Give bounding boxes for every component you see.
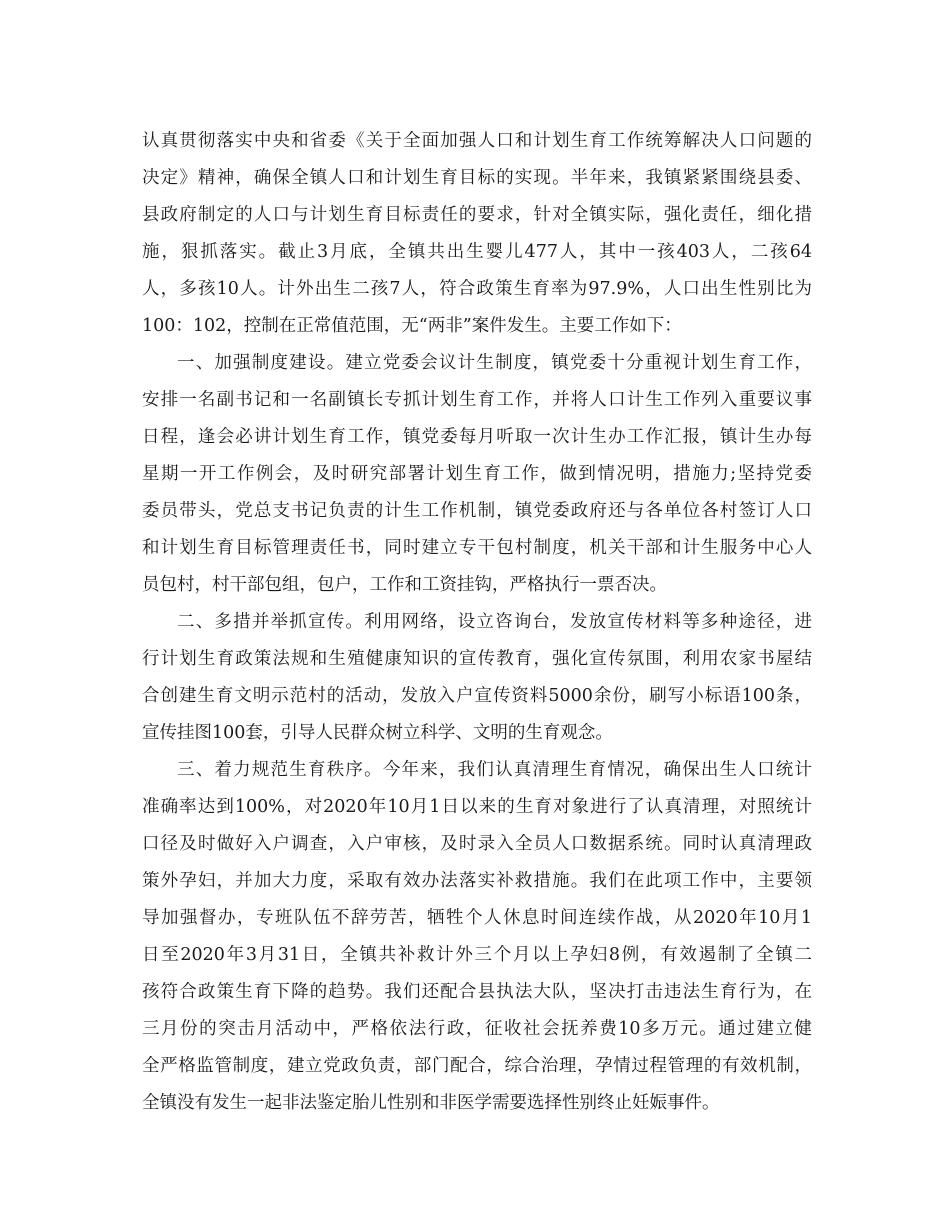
text-line: 全镇没有发生一起非法鉴定胎儿性别和非医学需要选择性别终止妊娠事件。: [142, 1093, 720, 1113]
text-line: 日程，逢会必讲计划生育工作，镇党委每月听取一次计生办工作汇报，镇计生办每: [142, 427, 812, 447]
text-line: 安排一名副书记和一名副镇长专抓计划生育工作，并将人口计生工作列入重要议事: [142, 390, 812, 410]
text-line: 决定》精神，确保全镇人口和计划生育目标的实现。半年来，我镇紧紧围绕县委、: [142, 168, 812, 188]
text-line: 合创建生育文明示范村的活动，发放入户宣传资料5000余份，刷写小标语100条，: [142, 686, 812, 706]
document-page: [142, 0, 812, 1230]
text-line: 孩符合政策生育下降的趋势。我们还配合县执法大队，坚决打击违法生育行为，在: [142, 982, 812, 1002]
text-line: 日至2020年3月31日，全镇共补救计外三个月以上孕妇8例，有效遏制了全镇二: [142, 945, 812, 965]
text-line: 口径及时做好入户调查，入户审核，及时录入全员人口数据系统。同时认真清理政: [142, 834, 812, 854]
text-line: 三月份的突击月活动中，严格依法行政，征收社会抚养费10多万元。通过建立健: [142, 1019, 812, 1039]
text-line: 和计划生育目标管理责任书，同时建立专干包村制度，机关干部和计生服务中心人: [142, 538, 812, 558]
text-line: 100：102，控制在正常值范围，无“两非”案件发生。主要工作如下：: [142, 316, 682, 336]
paragraph-heading-1: 一、加强制度建设。建立党委会议计生制度，镇党委十分重视计划生育工作，: [177, 353, 812, 373]
text-line: 人，多孩10人。计外出生二孩7人，符合政策生育率为97.9%，人口出生性别比为: [142, 279, 812, 299]
text-line: 委员带头，党总支书记负责的计生工作机制，镇党委政府还与各单位各村签订人口: [142, 501, 812, 521]
text-line: 行计划生育政策法规和生殖健康知识的宣传教育，强化宣传氛围，利用农家书屋结: [142, 649, 812, 669]
text-line: 准确率达到100%，对2020年10月1日以来的生育对象进行了认真清理，对照统计: [142, 797, 812, 817]
text-line: 认真贯彻落实中央和省委《关于全面加强人口和计划生育工作统筹解决人口问题的: [142, 131, 812, 151]
text-line: 策外孕妇，并加大力度，采取有效办法落实补救措施。我们在此项工作中，主要领: [142, 871, 812, 891]
paragraph-heading-2: 二、多措并举抓宣传。利用网络，设立咨询台，发放宣传材料等多种途径，进: [177, 612, 812, 632]
text-line: 全严格监管制度，建立党政负责，部门配合，综合治理，孕情过程管理的有效机制，: [142, 1056, 812, 1076]
text-line: 施，狠抓落实。截止3月底，全镇共出生婴儿477人，其中一孩403人，二孩64: [142, 242, 812, 262]
text-line: 星期一开工作例会，及时研究部署计划生育工作，做到情况明，措施力;坚持党委: [142, 464, 812, 484]
text-line: 导加强督办，专班队伍不辞劳苦，牺牲个人休息时间连续作战，从2020年10月1: [142, 908, 812, 928]
paragraph-heading-3: 三、着力规范生育秩序。今年来，我们认真清理生育情况，确保出生人口统计: [177, 760, 812, 780]
text-line: 员包村，村干部包组，包户，工作和工资挂钩，严格执行一票否决。: [142, 575, 667, 595]
text-line: 宣传挂图100套，引导人民群众树立科学、文明的生育观念。: [142, 723, 613, 743]
text-line: 县政府制定的人口与计划生育目标责任的要求，针对全镇实际，强化责任，细化措: [142, 205, 812, 225]
